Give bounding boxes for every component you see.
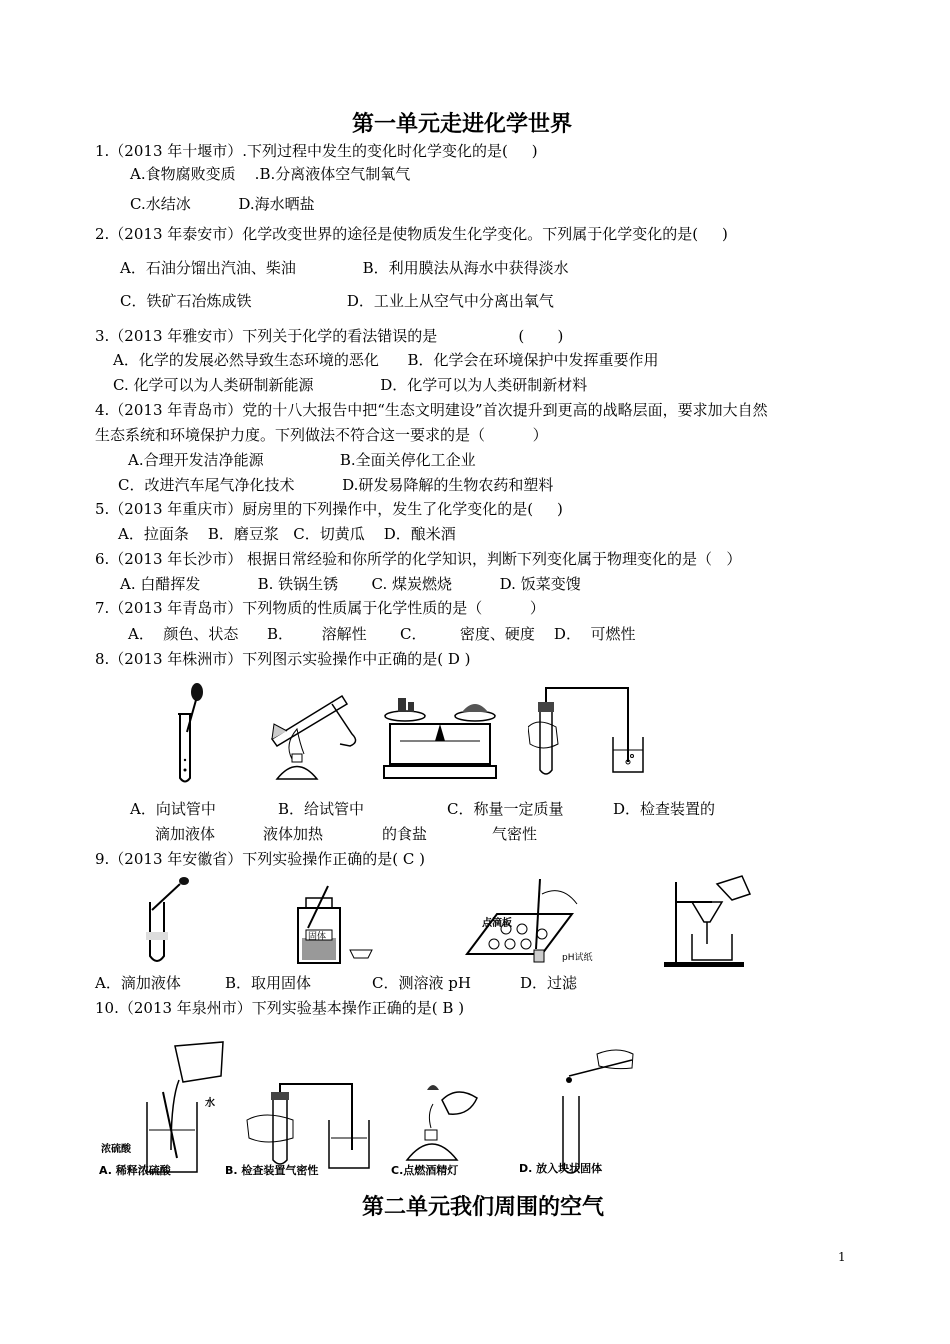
q1-options-2: C.水结冰 D.海水晒盐 xyxy=(130,195,315,213)
q4-options-2: C．改进汽车尾气净化技术 D.研发易降解的生物农药和塑料 xyxy=(118,476,554,494)
q9-option-d: D．过滤 xyxy=(520,974,578,992)
q10-figure-panel xyxy=(97,1040,637,1182)
q9-bottle-label: 固体 xyxy=(308,932,327,942)
q4-stem-2: 生态系统和环境保护力度。下列做法不符合这一要求的是（ ） xyxy=(95,426,548,444)
q8-option-b-2: 液体加热 xyxy=(263,825,324,843)
q10-caption-a: A. 稀释浓硫酸 xyxy=(99,1164,171,1177)
q8-option-a-2: 滴加液体 xyxy=(155,825,216,843)
q6-stem: 6.（2013 年长沙市） 根据日常经验和你所学的化学知识，判断下列变化属于物理变化的是（ ） xyxy=(95,550,742,568)
unit1-title: 第一单元走进化学世界 xyxy=(352,112,573,137)
q8-option-c: C．称量一定质量 xyxy=(447,800,564,818)
q9-figure-d xyxy=(662,874,757,970)
q8-figure-d xyxy=(528,682,648,782)
q1-options-1: A.食物腐败变质 .B.分离液体空气制氧气 xyxy=(130,165,411,183)
q9-plate-label: 点滴板 xyxy=(482,918,512,929)
q9-paper-label: pH试纸 xyxy=(562,953,593,963)
q9-figure-b xyxy=(288,878,378,968)
q10-acid-label: 浓硫酸 xyxy=(101,1144,131,1155)
q8-option-b: B．给试管中 xyxy=(278,800,365,818)
q10-caption-c: C.点燃酒精灯 xyxy=(391,1164,459,1177)
q7-options: A． 颜色、状态 B． 溶解性 C． 密度、硬度 D． 可燃性 xyxy=(128,625,636,643)
q8-figure-b xyxy=(252,684,364,789)
q8-figure-a xyxy=(165,682,215,787)
q10-caption-d: D. 放入块状固体 xyxy=(519,1162,603,1175)
q9-figure-a xyxy=(140,874,195,969)
q3-stem: 3.（2013 年雅安市）下列关于化学的看法错误的是 ( ) xyxy=(95,327,564,345)
q10-water-label: 水 xyxy=(205,1098,215,1109)
q8-option-a: A．向试管中 xyxy=(130,800,216,818)
q3-options-2: C. 化学可以为人类研制新能源 D．化学可以为人类研制新材料 xyxy=(113,376,588,394)
q3-options-1: A．化学的发展必然导致生态环境的恶化 B．化学会在环境保护中发挥重要作用 xyxy=(113,351,659,369)
q2-options-2: C．铁矿石冶炼成铁 D．工业上从空气中分离出氧气 xyxy=(120,292,554,310)
q4-options-1: A.合理开发洁净能源 B.全面关停化工企业 xyxy=(128,451,476,469)
q8-stem: 8.（2013 年株洲市）下列图示实验操作中正确的是( D ) xyxy=(95,650,471,668)
q9-option-b: B．取用固体 xyxy=(225,974,312,992)
q9-option-c: C．测溶液 pH xyxy=(372,974,471,992)
q9-stem: 9.（2013 年安徽省）下列实验操作正确的是( C ) xyxy=(95,850,425,868)
unit2-title: 第二单元我们周围的空气 xyxy=(362,1195,605,1220)
q2-options-1: A．石油分馏出汽油、柴油 B．利用膜法从海水中获得淡水 xyxy=(120,259,569,277)
q5-options: A．拉面条 B．磨豆浆 C．切黄瓜 D．酿米酒 xyxy=(118,525,456,543)
q4-stem-1: 4.（2013 年青岛市）党的十八大报告中把“生态文明建设”首次提升到更高的战略层面，要求加大自然 xyxy=(95,401,768,419)
q9-figure-c xyxy=(462,874,612,970)
q8-option-d-2: 气密性 xyxy=(492,825,538,843)
q5-stem: 5.（2013 年重庆市）厨房里的下列操作中，发生了化学变化的是( ) xyxy=(95,500,563,518)
q9-option-a: A．滴加液体 xyxy=(95,974,181,992)
q8-option-d: D．检查装置的 xyxy=(613,800,716,818)
q2-stem: 2.（2013 年泰安市）化学改变世界的途径是使物质发生化学变化。下列属于化学变化的是( ) xyxy=(95,225,728,243)
q8-figure-c xyxy=(380,686,500,782)
q8-option-c-2: 的食盐 xyxy=(382,825,428,843)
q10-caption-b: B. 检查装置气密性 xyxy=(225,1164,319,1177)
q10-stem: 10.（2013 年泉州市）下列实验基本操作正确的是( B ) xyxy=(95,999,465,1017)
q1-stem: 1.（2013 年十堰市）.下列过程中发生的变化时化学变化的是( ) xyxy=(95,142,538,160)
page-number: 1 xyxy=(838,1250,846,1264)
q6-options: A. 白醋挥发 B. 铁锅生锈 C. 煤炭燃烧 D. 饭菜变馊 xyxy=(120,575,581,593)
q7-stem: 7.（2013 年青岛市）下列物质的性质属于化学性质的是（ ） xyxy=(95,599,545,617)
